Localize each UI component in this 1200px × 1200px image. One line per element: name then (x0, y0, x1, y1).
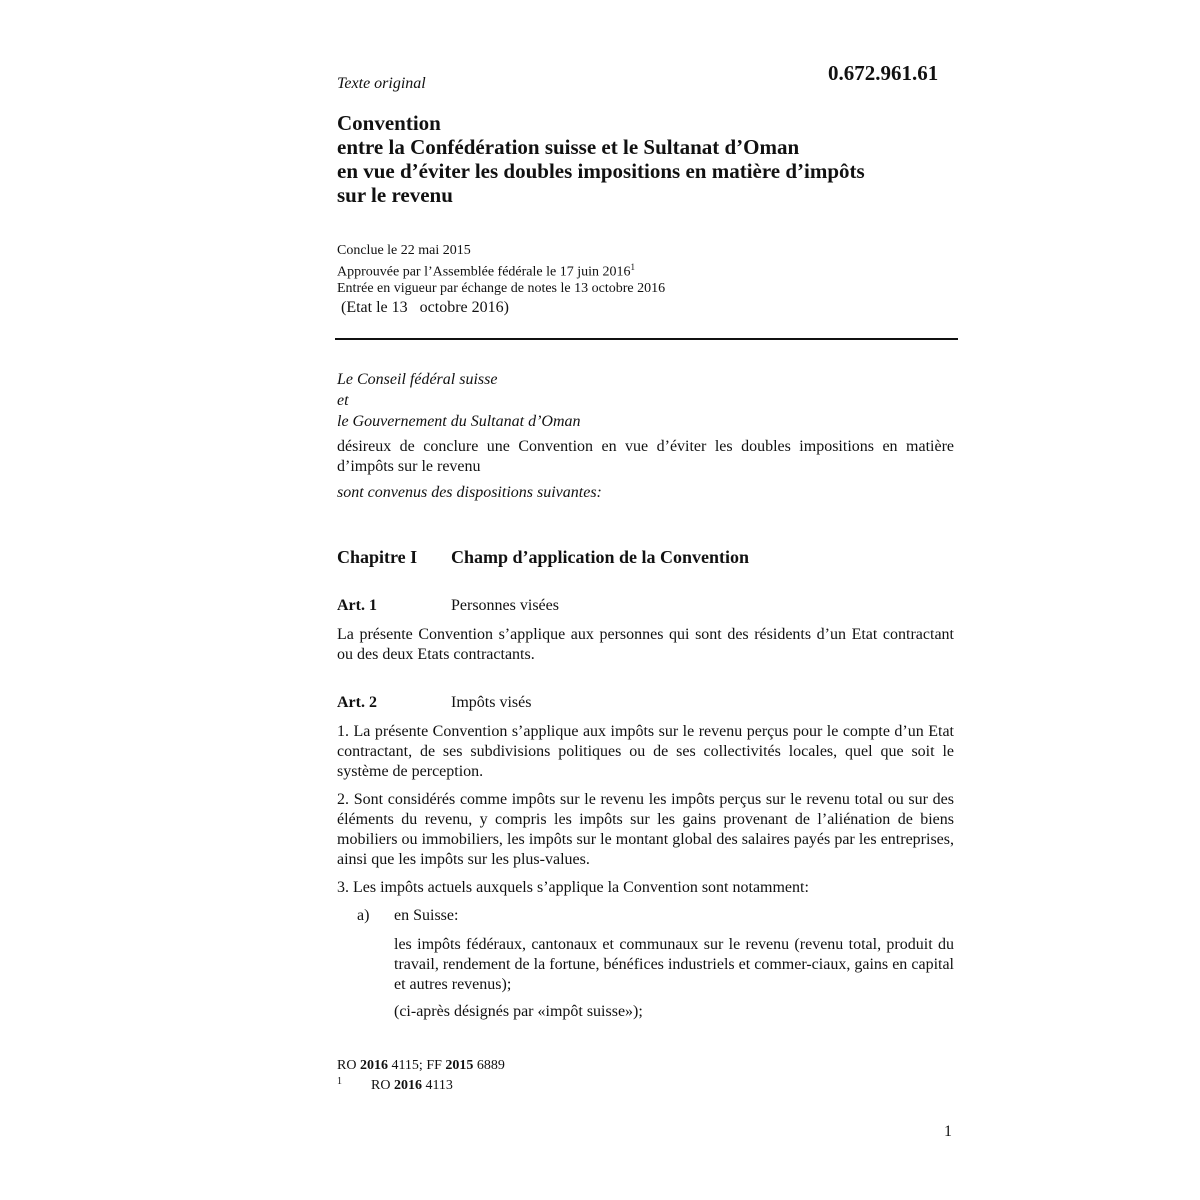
list-item-title: en Suisse: (394, 907, 459, 924)
article-1-number: Art. 1 (337, 597, 377, 614)
list-item-text: les impôts fédéraux, cantonaux et communaux sur le revenu (revenu total, produit du travail, rendement de la fortune, bénéfices industriels et commer-ciaux, gains en capital et autres revenus); (394, 936, 954, 993)
article-2-title: Impôts visés (451, 694, 532, 711)
article-2-paragraph-2: 2. Sont considérés comme impôts sur le revenu les impôts perçus sur le revenu total ou sur des éléments du revenu, y compris les impôts sur les gains provenant de l’aliénation de biens mobiliers ou immobiliers, les impôts sur le montant global des salaires payés par les entreprises, ainsi que les impôts sur les plus-values. (337, 791, 954, 868)
entry-into-force: Entrée en vigueur par échange de notes le 13 octobre 2016 (337, 280, 666, 296)
page-number: 1 (944, 1123, 952, 1140)
article-2-number: Art. 2 (337, 694, 377, 711)
footnote-ref: 1 (630, 262, 636, 272)
preamble-desire: désireux de conclure une Convention en vue d’éviter les doubles impositions en matière d’impôts sur le revenu (337, 438, 954, 475)
footnote-1-text: RO 2016 4113 (371, 1078, 453, 1093)
concluded-date: Conclue le 22 mai 2015 (337, 243, 471, 258)
title-line: entre la Confédération suisse et le Sultanat d’Oman (337, 135, 800, 159)
article-2-paragraph-3: 3. Les impôts actuels auxquels s’applique la Convention sont notamment: (337, 879, 809, 896)
party-switzerland: Le Conseil fédéral suisse (337, 371, 498, 388)
state-date: (Etat le 13 octobre 2016) (341, 299, 509, 316)
date-block (337, 243, 665, 297)
list-item-note: (ci-après désignés par «impôt suisse»); (394, 1003, 643, 1020)
footnote-source: RO 2016 4115; FF 2015 6889 (337, 1058, 505, 1073)
title-line: Convention (337, 111, 441, 135)
preamble-parties (337, 369, 581, 432)
document-number: 0.672.961.61 (828, 61, 939, 85)
footnote-1-mark: 1 (337, 1076, 342, 1087)
chapter-title: Champ d’application de la Convention (451, 547, 750, 567)
title-line: sur le revenu (337, 183, 453, 207)
party-oman: le Gouvernement du Sultanat d’Oman (337, 413, 581, 430)
list-item-label: a) (357, 907, 370, 924)
title-line: en vue d’éviter les doubles impositions en matière d’impôts (337, 159, 865, 183)
header-divider (335, 338, 958, 340)
chapter-number: Chapitre I (337, 547, 418, 567)
article-1-title: Personnes visées (451, 597, 559, 614)
article-1-text: La présente Convention s’applique aux personnes qui sont des résidents d’un Etat contractant ou des deux Etats contractants. (337, 626, 954, 663)
conjunction: et (337, 392, 349, 409)
approved-date: Approuvée par l’Assemblée fédérale le 17 juin 2016$^1$ (337, 262, 636, 280)
document-title (337, 111, 865, 207)
article-2-paragraph-1: 1. La présente Convention s’applique aux impôts sur le revenu perçus pour le compte d’un Etat contractant, de ses subdivisions politiques ou de ses collectivités locales, quel que soit le système de perception. (337, 723, 954, 780)
preamble-agreed: sont convenus des dispositions suivantes: (337, 484, 602, 501)
original-text-label: Texte original (337, 75, 426, 92)
